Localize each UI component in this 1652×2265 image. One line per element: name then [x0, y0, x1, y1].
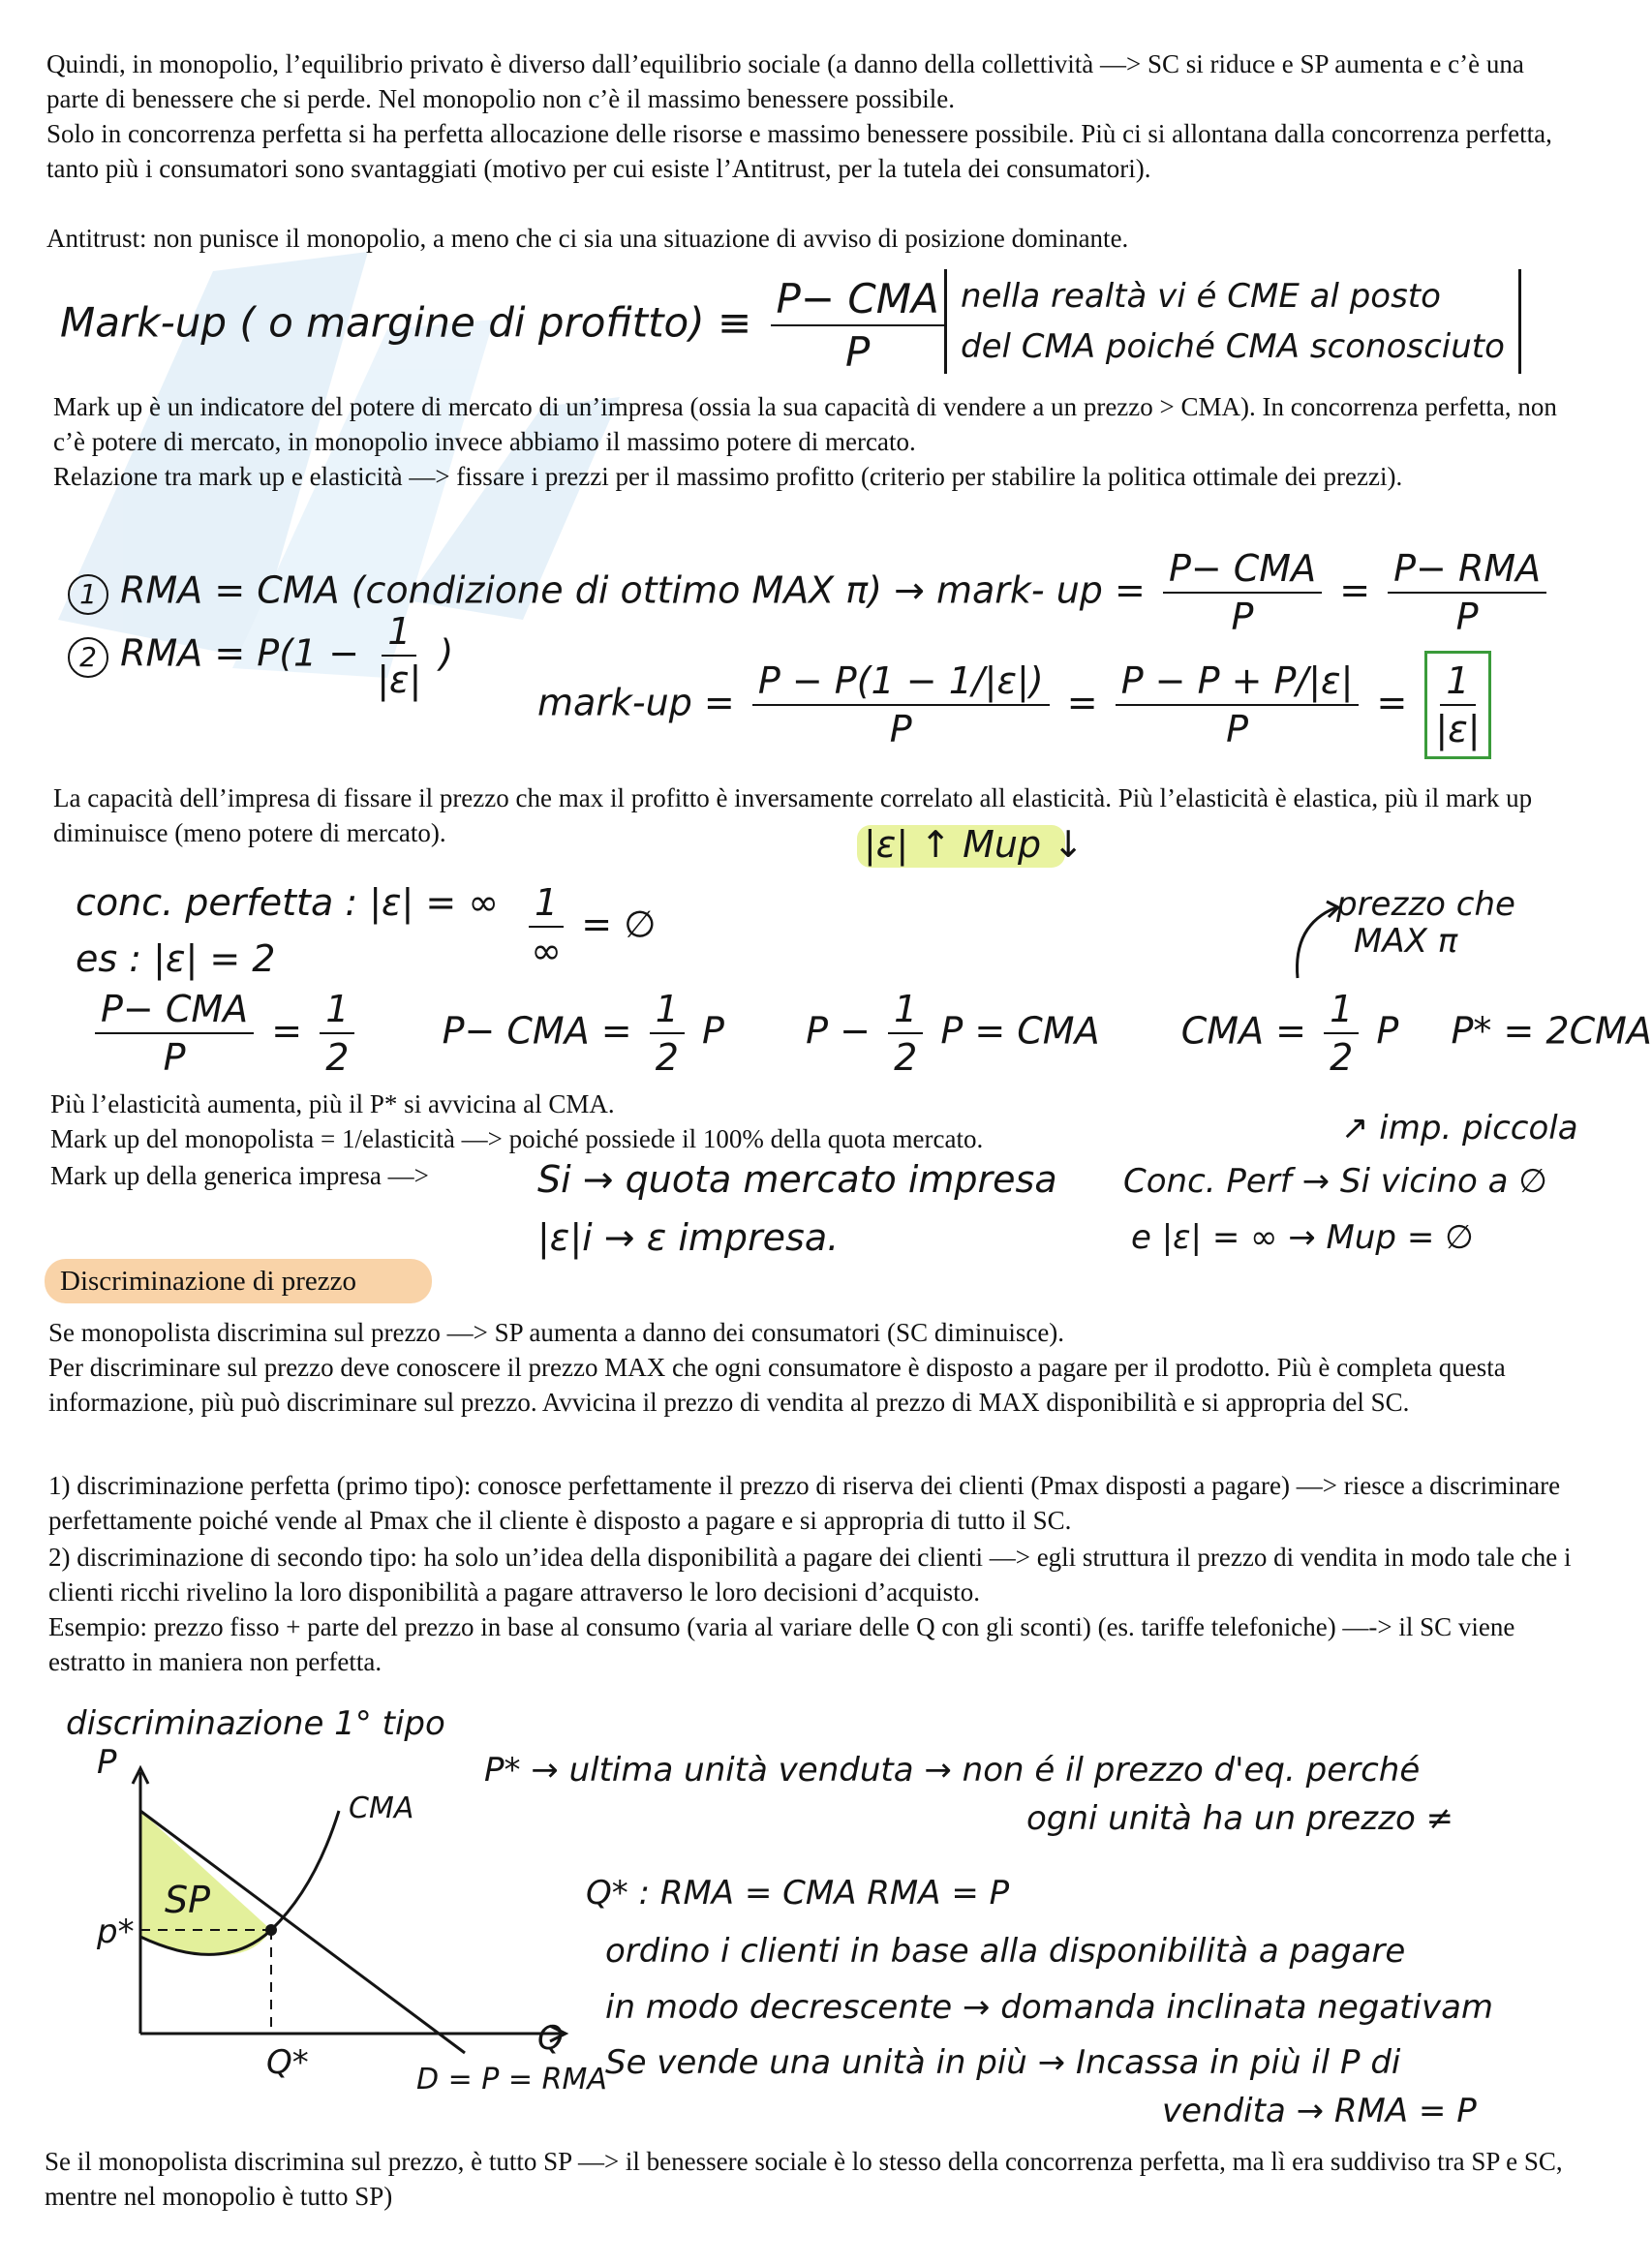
- markup-note-line1: nella realtà vi é CME al posto: [961, 277, 1441, 316]
- derivation-2-frac-den: |ε|: [377, 658, 422, 701]
- derivation-2-close: ): [439, 631, 454, 675]
- graph-note-3: Q* : RMA = CMA RMA = P: [586, 1874, 1010, 1913]
- circle-two: 2: [68, 637, 108, 678]
- markup-derivation: [537, 651, 1497, 759]
- arrow-note-line1: prezzo che: [1336, 885, 1515, 924]
- equilibrium-point: [265, 1924, 277, 1936]
- markup-result-box: [1424, 651, 1490, 759]
- infinity-frac-den: ∞: [531, 930, 562, 972]
- graph-pstar-label: p*: [97, 1913, 135, 1951]
- step1-eq: =: [271, 1009, 303, 1053]
- graph-note-4: ordino i clienti in base alla disponibilità a pagare: [605, 1932, 1406, 1971]
- graph-demand-label: D = P = RMA: [416, 2063, 607, 2097]
- markup-definition: [60, 275, 951, 376]
- graph-sp-label: SP: [165, 1879, 211, 1921]
- paragraph-equilibrio: Quindi, in monopolio, l’equilibrio privato è diverso dall’equilibrio sociale (a danno della collettività —> SC si riduce e SP aumenta e c’è una parte di benessere che si perde. Nel monopolio non c’è il massimo benessere possibile.: [46, 49, 1524, 113]
- markup-numerator: P− CMA: [771, 275, 945, 326]
- step3-num: 1: [888, 988, 923, 1034]
- graph-qstar-label: Q*: [266, 2043, 309, 2082]
- conc-perf-row-2: e |ε| = ∞ → Mup = ∅: [1131, 1218, 1474, 1257]
- step3-den: 2: [894, 1036, 918, 1079]
- markup-derivation-eq1: =: [1066, 681, 1098, 724]
- graph-title: discriminazione 1° tipo: [66, 1704, 445, 1743]
- markup-note-line2: del CMA poiché CMA sconosciuto: [961, 327, 1505, 366]
- step3-a: P −: [806, 1009, 871, 1053]
- step1-half-den: 2: [325, 1036, 350, 1079]
- step2-den: 2: [655, 1036, 679, 1079]
- graph-note-7: vendita → RMA = P: [1162, 2092, 1477, 2130]
- graph-note-1: P* → ultima unità venduta → non é il prezzo d'eq. perché: [484, 1751, 1421, 1790]
- step3-b: P = CMA: [940, 1009, 1100, 1053]
- paragraph-capacita: La capacità dell’impresa di fissare il prezzo che max il profitto è inversamente correlato all elasticità. Più l’elasticità è elastica, più il mark up diminuisce (meno potere di mercato).: [53, 783, 1533, 847]
- markup-derivation-eq2: =: [1376, 681, 1408, 724]
- paragraph-se-monopolista: Se monopolista discrimina sul prezzo —> SP aumenta a danno dei consumatori (SC diminuisce).: [48, 1318, 1065, 1347]
- paragraph-esempio: Esempio: prezzo fisso + parte del prezzo in base al consumo (varia al variare delle Q con gli sconti) (es. tariffe telefoniche) —-> il SC viene estratto in maniera non perfetta.: [48, 1612, 1515, 1676]
- arrow-note-line2: MAX π: [1354, 922, 1458, 961]
- graph-q-label: Q: [537, 2019, 564, 2058]
- elasticity-note: |ε| ↑ Mup ↓: [864, 823, 1085, 866]
- step4-num: 1: [1324, 988, 1359, 1034]
- step1-den: P: [163, 1036, 186, 1079]
- step4-a: CMA =: [1180, 1009, 1306, 1053]
- derivation-line-2: [68, 610, 453, 701]
- markup-derivation-frac2-num: P − P + P/|ε|: [1116, 659, 1360, 706]
- paragraph-antitrust: Antitrust: non punisce il monopolio, a meno che ci sia una situazione di avviso di posizione dominante.: [46, 224, 1129, 253]
- graph-cma-label: CMA: [349, 1791, 414, 1825]
- derivation-1-frac2-num: P− RMA: [1388, 547, 1546, 594]
- infinity-frac-num: 1: [529, 881, 564, 928]
- step5-result: P* = 2CMA: [1451, 1009, 1652, 1053]
- markup-label: Mark-up ( o margine di profitto) ≡: [60, 298, 752, 347]
- arrow-note: [1336, 886, 1515, 960]
- step2-a: P− CMA =: [442, 1009, 632, 1053]
- markup-derivation-label: mark-up =: [537, 681, 735, 724]
- curved-arrow-icon: [1288, 896, 1346, 983]
- markup-result-den: |ε|: [1435, 708, 1481, 750]
- derivation-2-frac-num: 1: [382, 610, 416, 657]
- step2-b: P: [702, 1009, 724, 1053]
- graph-note-5: in modo decrescente → domanda inclinata negativam: [605, 1988, 1494, 2027]
- example-steps: [89, 988, 1652, 1079]
- derivation-1-equals: =: [1339, 568, 1371, 612]
- markup-result-num: 1: [1440, 659, 1475, 706]
- step1-num: P− CMA: [95, 988, 254, 1034]
- derivation-1-frac1-num: P− CMA: [1163, 547, 1322, 594]
- paragraph-pstar: Più l’elasticità aumenta, più il P* si avvicina al CMA.: [50, 1089, 615, 1118]
- section-title: Discriminazione di prezzo: [60, 1266, 356, 1297]
- small-firm-note: ↗ imp. piccola: [1341, 1109, 1578, 1148]
- paragraph-markup-elasticity: Relazione tra mark up e elasticità —> fissare i prezzi per il massimo profitto (criterio per stabilire la politica ottimale dei prezzi).: [53, 462, 1403, 491]
- generic-row-1: Si → quota mercato impresa: [537, 1158, 1057, 1201]
- circle-one: 1: [68, 574, 108, 615]
- derivation-1-text: RMA = CMA (condizione di ottimo MAX π) → mark- up =: [120, 568, 1146, 612]
- markup-denominator: P: [844, 328, 871, 376]
- step4-b: P: [1376, 1009, 1399, 1053]
- graph-note-6: Se vende una unità in più → Incassa in più il P di: [605, 2043, 1401, 2082]
- conc-perfetta-line: conc. perfetta : |ε| = ∞: [76, 881, 499, 924]
- step4-den: 2: [1330, 1036, 1354, 1079]
- paragraph-per-discriminare: Per discriminare sul prezzo deve conoscere il prezzo MAX che ogni consumatore è disposto a pagare per il prodotto. Più è completa questa informazione, più può discriminare sul prezzo. Avvicina il prezzo di vendita al prezzo di MAX disponibilità e si appropria del SC.: [48, 1353, 1506, 1417]
- paragraph-monopolista: Mark up del monopolista = 1/elasticità —> poiché possiede il 100% della quota mercato.: [50, 1124, 984, 1153]
- markup-note: [944, 269, 1521, 374]
- derivation-1-frac2-den: P: [1455, 596, 1479, 638]
- graph-note-2: ogni unità ha un prezzo ≠: [1026, 1799, 1454, 1838]
- conc-perf-row-1: Conc. Perf → Si vicino a ∅: [1123, 1162, 1547, 1201]
- generic-row-2: |ε|i → ε impresa.: [537, 1216, 840, 1259]
- infinity-result: = ∅: [581, 903, 657, 946]
- step2-num: 1: [650, 988, 685, 1034]
- paragraph-secondo-tipo: 2) discriminazione di secondo tipo: ha solo un’idea della disponibilità a pagare dei clienti —> egli struttura il prezzo di vendita in modo tale che i clienti ricchi rivelino la loro disponibilità a pagare attraverso le loro decisioni d’acquisto.: [48, 1543, 1572, 1607]
- discrimination-graph: [87, 1753, 591, 2082]
- paragraph-conclusione: Se il monopolista discrimina sul prezzo, è tutto SP —> il benessere sociale è lo stesso della concorrenza perfetta, ma lì era suddiviso tra SP e SC, mentre nel monopolio è tutto SP): [45, 2147, 1563, 2211]
- paragraph-primo-tipo: 1) discriminazione perfetta (primo tipo): conosce perfettamente il prezzo di riserva dei clienti (Pmax disposti a pagare) —> riesce a discriminare perfettamente poiché vende al Pmax che il cliente è disposto a pagare e si appropria di tutto il SC.: [48, 1471, 1561, 1535]
- markup-derivation-frac1-den: P: [889, 708, 912, 750]
- infinity-fraction: [523, 881, 656, 972]
- graph-p-label: P: [97, 1743, 117, 1782]
- paragraph-concorrenza: Solo in concorrenza perfetta si ha perfetta allocazione delle risorse e massimo benessere possibile. Più ci si allontana dalla concorrenza perfetta, tanto più i consumatori sono svantaggiati (motivo per cui esiste l’Antitrust, per la tutela dei consumatori).: [46, 119, 1552, 183]
- derivation-2-text: RMA = P(1 −: [120, 631, 360, 675]
- paragraph-markup-indicator: Mark up è un indicatore del potere di mercato di un’impresa (ossia la sua capacità di vendere a un prezzo > CMA). In concorrenza perfetta, non c’è potere di mercato, in monopolio invece abbiamo il massimo potere di mercato.: [53, 392, 1557, 456]
- example-elasticity: es : |ε| = 2: [76, 937, 276, 980]
- markup-derivation-frac2-den: P: [1226, 708, 1248, 750]
- markup-derivation-frac1-num: P − P(1 − 1/|ε|): [752, 659, 1050, 706]
- step1-half-num: 1: [320, 988, 354, 1034]
- paragraph-generica: Mark up della generica impresa —>: [50, 1161, 429, 1190]
- derivation-1-frac1-den: P: [1231, 596, 1254, 638]
